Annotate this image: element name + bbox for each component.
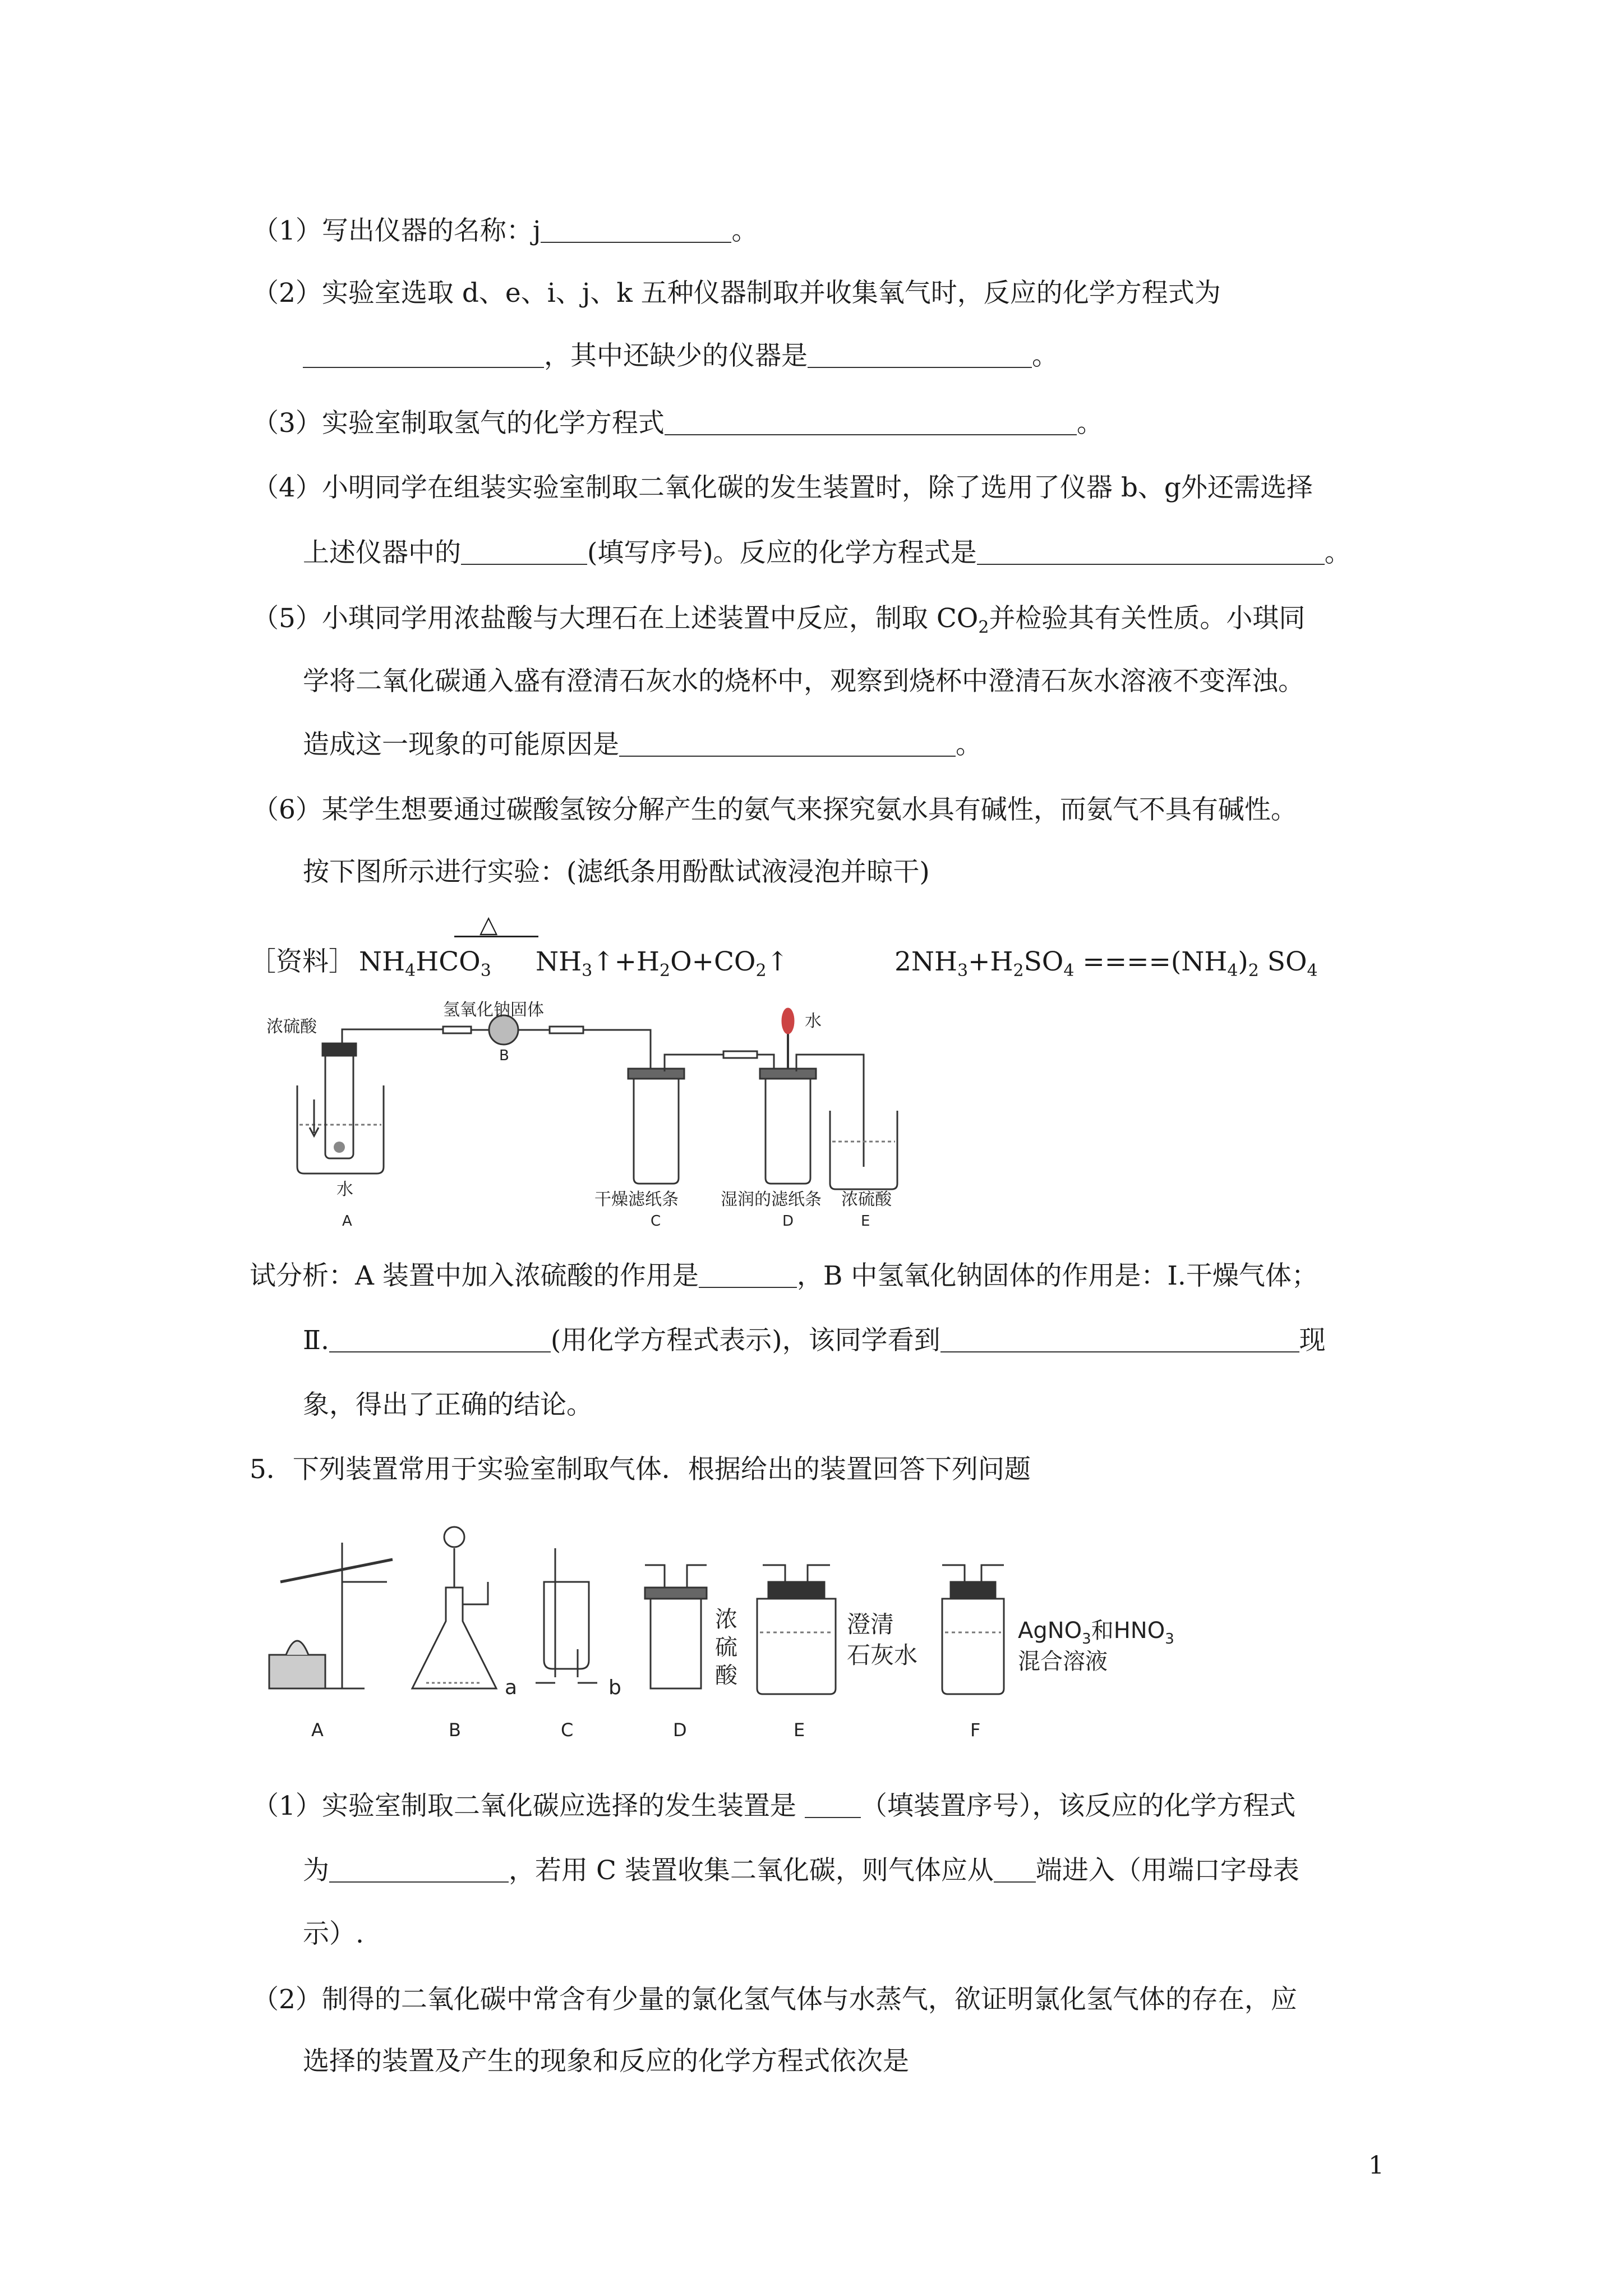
- gas-apparatus-figure: [264, 1520, 1206, 1745]
- q4-part5: （5）小琪同学用浓盐酸与大理石在上述装置中反应，制取 $CO_2$并检验其有关性质。小琪同: [252, 603, 1306, 637]
- blank-reason[interactable]: [619, 731, 956, 757]
- blank-acid-role[interactable]: [699, 1262, 797, 1288]
- bottle-c: [634, 1077, 679, 1184]
- q4-part6: （6）某学生想要通过碳酸氢铵分解产生的氨气来探究氨水具有碱性，而氨气不具有碱性。: [252, 794, 1297, 825]
- label-d-3: 酸: [715, 1663, 737, 1688]
- letter-a: A: [342, 1213, 352, 1230]
- page-number: 1: [1368, 2151, 1384, 2180]
- label-sodium-hydroxide: 氢氧化钠固体: [443, 1000, 544, 1020]
- analysis-line3: 象，得出了正确的结论。: [303, 1389, 593, 1420]
- label-f-2: 混合溶液: [1018, 1649, 1108, 1674]
- label-d-2: 硫: [715, 1635, 737, 1660]
- analysis-line1: 试分析：A 装置中加入浓硫酸的作用是 ，B 中氢氧化钠固体的作用是：Ⅰ.干燥气体；: [250, 1260, 1318, 1291]
- q4-part2: （2）实验室选取 d、e、i、j、k 五种仪器制取并收集氧气时，反应的化学方程式为: [252, 278, 1221, 309]
- q5-part1-cont: 为 ，若用 C 装置收集二氧化碳，则气体应从 端进入（用端口字母表: [303, 1855, 1299, 1886]
- q5-part2-cont: 选择的装置及产生的现象和反应的化学方程式依次是: [303, 2046, 909, 2077]
- q5-part1-cont2: 示）.: [303, 1918, 364, 1949]
- blank-naoh-equation[interactable]: [329, 1327, 551, 1352]
- label-water-d: 水: [805, 1011, 822, 1031]
- label-f-1: AgNO$_3$和$HNO_3$: [1018, 1618, 1174, 1648]
- letter-d: D: [782, 1213, 794, 1230]
- reaction-arrow-line: [454, 936, 538, 937]
- port-a-label: a: [505, 1676, 518, 1699]
- letter-b2: B: [449, 1719, 461, 1741]
- bottle-c2: [544, 1582, 589, 1669]
- equation-ammonia-sulfuric: $2NH_3+H_2SO_4 ====(NH_4)_2$ $SO_4$: [895, 946, 1318, 981]
- ammonia-apparatus-svg: [258, 999, 909, 1234]
- letter-a2: A: [311, 1719, 324, 1741]
- reference-label: ［资料］: [250, 946, 355, 977]
- q4-part4-cont: 上述仪器中的 (填写序号)。反应的化学方程式是 。: [303, 537, 1351, 568]
- q4-part5-cont2: 造成这一现象的可能原因是 。: [303, 729, 982, 760]
- q5-title: 5．下列装置常用于实验室制取气体．根据给出的装置回答下列问题: [250, 1454, 1031, 1485]
- blank-co2-equation[interactable]: [977, 539, 1325, 565]
- blank-oxygen-equation[interactable]: [303, 342, 544, 368]
- q5-part2: （2）制得的二氧化碳中常含有少量的氯化氢气体与水蒸气，欲证明氯化氢气体的存在，应: [252, 1984, 1297, 2015]
- blank-generator[interactable]: [805, 1792, 861, 1818]
- blank-hydrogen-equation[interactable]: [665, 409, 1077, 435]
- port-b-label: b: [608, 1676, 621, 1699]
- q4-part1: （1）写出仪器的名称：j 。: [252, 215, 758, 246]
- blank-instrument-j[interactable]: [541, 217, 731, 243]
- blank-port[interactable]: [994, 1857, 1036, 1883]
- label-water-a: 水: [336, 1180, 353, 1199]
- label-dry-filter: 干燥滤纸条: [594, 1190, 679, 1209]
- label-concentrated-acid-e: 浓硫酸: [841, 1190, 892, 1209]
- bottle-e2: [757, 1599, 836, 1694]
- blank-instrument-numbers[interactable]: [461, 539, 587, 565]
- q4-part5-cont: 学将二氧化碳通入盛有澄清石灰水的烧杯中，观察到烧杯中澄清石灰水溶液不变浑浊。: [303, 666, 1304, 697]
- letter-e: E: [861, 1213, 870, 1230]
- label-concentrated-acid-a: 浓硫酸: [266, 1017, 317, 1037]
- equation-ammonium-decomposition-right: $NH_3↑+H_2O+CO_2↑$: [536, 946, 789, 981]
- label-wet-filter: 湿润的滤纸条: [721, 1190, 822, 1209]
- q4-part4: （4）小明同学在组装实验室制取二氧化碳的发生装置时，除了选用了仪器 b、g外还需选择: [252, 472, 1313, 503]
- q4-part6-cont: 按下图所示进行实验：(滤纸条用酚酞试液浸泡并晾干): [303, 857, 930, 887]
- analysis-line2: Ⅱ. (用化学方程式表示)，该同学看到 现: [303, 1325, 1326, 1356]
- ammonia-apparatus-figure: [258, 999, 909, 1234]
- gas-apparatus-svg: [264, 1520, 1206, 1745]
- bottle-d: [766, 1077, 810, 1184]
- conical-flask-b: [412, 1588, 496, 1688]
- blank-missing-instrument[interactable]: [808, 342, 1032, 368]
- heat-symbol: △: [479, 910, 498, 938]
- label-d-1: 浓: [715, 1607, 737, 1632]
- label-e-1: 澄清: [847, 1611, 895, 1638]
- letter-d2: D: [673, 1719, 687, 1741]
- q5-part1: （1）实验室制取二氧化碳应选择的发生装置是 （填装置序号），该反应的化学方程式: [252, 1791, 1296, 1821]
- bottle-d2: [651, 1599, 701, 1688]
- q4-part3: （3）实验室制取氢气的化学方程式 。: [252, 408, 1103, 439]
- bottle-f2: [942, 1599, 1004, 1694]
- letter-f2: F: [970, 1719, 981, 1741]
- equation-ammonium-decomposition-left: $NH_4HCO_3$: [359, 946, 491, 981]
- letter-c: C: [651, 1213, 661, 1230]
- blank-co2-equation-q5[interactable]: [329, 1857, 509, 1883]
- q4-part2-cont: ，其中还缺少的仪器是 。: [303, 339, 1058, 373]
- letter-b: B: [499, 1047, 509, 1064]
- label-e-2: 石灰水: [847, 1641, 918, 1669]
- letter-e2: E: [794, 1719, 805, 1741]
- letter-c2: C: [561, 1719, 574, 1741]
- blank-phenomenon[interactable]: [940, 1327, 1299, 1352]
